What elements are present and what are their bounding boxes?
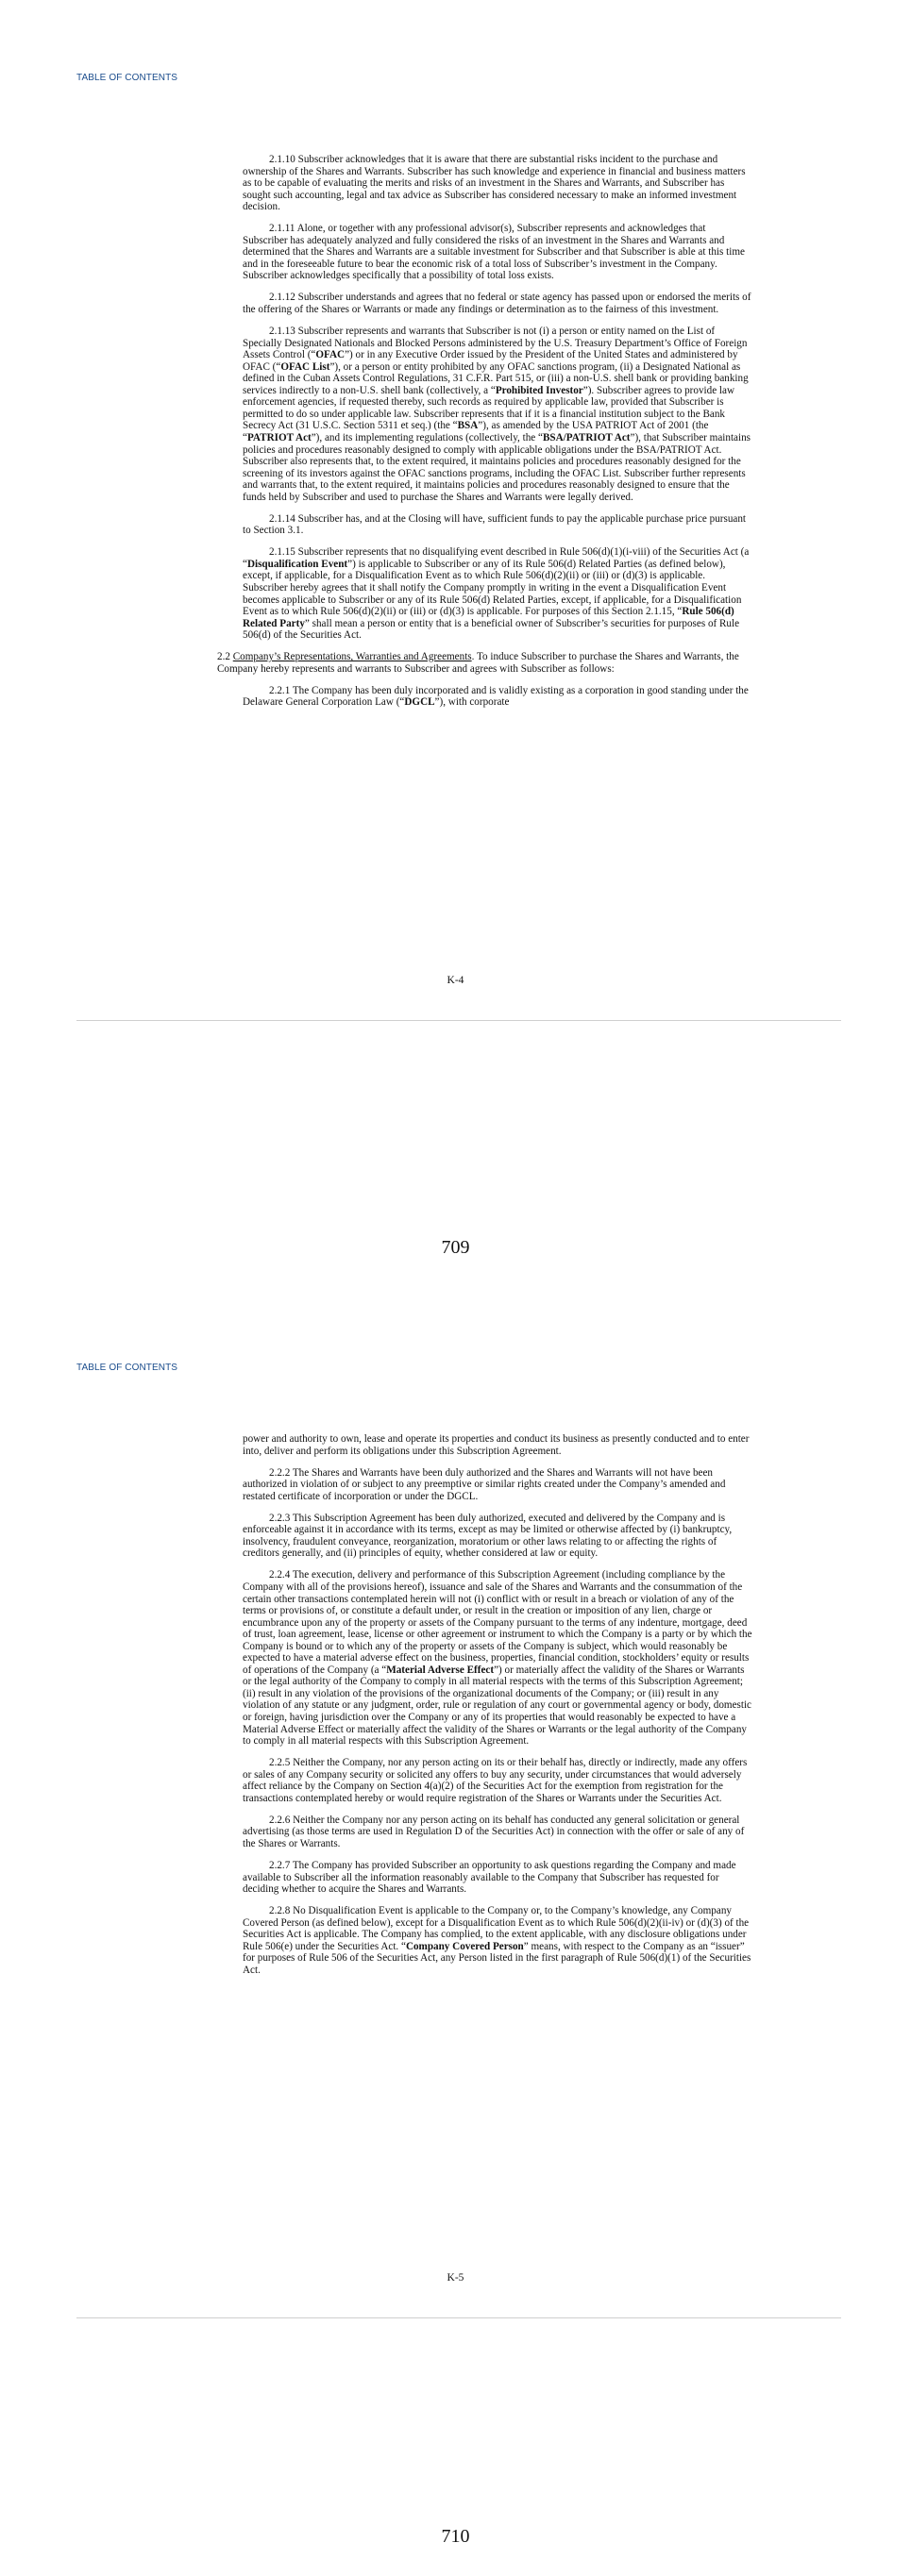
section-2-2-7: 2.2.7 The Company has provided Subscriber an opportunity to ask questions regarding the Company and made available to Subscriber all the information reasonably available to the Company that Subscriber has requested for deciding whether to acquire the Shares and Warrants.	[243, 1859, 736, 1896]
page-divider	[76, 1020, 841, 1021]
section-2-2-6: 2.2.6 Neither the Company nor any person acting on its behalf has conducted any general solicitation or general advertising (as those terms are used in Regulation D of the Securities Act) in connection with the offer or sale of any of the Shares or Warrants.	[243, 1814, 745, 1849]
section-2-1-13: 2.1.13 Subscriber represents and warrants that Subscriber is not (i) a person or entity named on the List of Specially Designated Nationals and Blocked Persons administered by the U.S. Treasury Department’s Office of Foreign Assets Control (“OFAC”) or in any Executive Order issued by the President of the United States and administered by OFAC (“OFAC List”), or a person or entity prohibited by any OFAC sanctions program, (ii) a Designated National as defined in the Cuban Assets Control Regulations, 31 C.F.R. Part 515, or (iii) a non-U.S. shell bank or providing banking services indirectly to a non-U.S. shell bank (collectively, a “Prohibited Investor”). Subscriber agrees to provide law enforcement agencies, if requested thereby, such records as required by applicable law, provided that Subscriber is permitted to do so under applicable law. Subscriber represents that if it is a financial institution subject to the Bank Secrecy Act (31 U.S.C. Section 5311 et seq.) (the “BSA”), as amended by the USA PATRIOT Act of 2001 (the “PATRIOT Act”), and its implementing regulations (collectively, the “BSA/PATRIOT Act”), that Subscriber maintains policies and procedures reasonably designed to comply with applicable obligations under the BSA/PATRIOT Act. Subscriber also represents that, to the extent required, it maintains policies and procedures reasonably designed for the screening of its investors against the OFAC sanctions programs, including the OFAC List. Subscriber further represents and warrants that, to the extent required, it maintains policies and procedures reasonably designed to ensure that the funds held by Subscriber and used to purchase the Shares and Warrants were legally derived.	[243, 326, 751, 503]
section-2-2-4: 2.2.4 The execution, delivery and performance of this Subscription Agreement (including compliance by the Company with all of the provisions hereof), issuance and sale of the Shares and Warrants and the consummation of the certain other transactions contemplated herein will not (i) conflict with or result in a breach or violation of any of the terms or provisions of, or constitute a default under, or result in the creation or imposition of any lien, charge or encumbrance upon any of the property or assets of the Company pursuant to the terms of any indenture, mortgage, deed of trust, loan agreement, lease, license or other agreement or instrument to which the Company is a party or by which the Company is bound or to which any of the property or assets of the Company is subject, which would reasonably be expected to have a material adverse effect on the business, properties, financial condition, stockholders’ equity or results of operations of the Company (a “Material Adverse Effect”) or materially affect the validity of the Shares or Warrants or the legal authority of the Company to comply in all material respects with the terms of this Subscription Agreement; (ii) result in any violation of the provisions of the organizational documents of the Company; or (iii) result in any violation of any statute or any judgment, order, rule or regulation of any court or governmental agency or body, domestic or foreign, having jurisdiction over the Company or any of its properties that would reasonably be expected to have a Material Adverse Effect or materially affect the validity of the Shares or Warrants or the legal authority of the Company to comply in all material respects with this Subscription Agreement.	[243, 1569, 752, 1748]
page-divider	[76, 2317, 841, 2318]
section-2-2-5: 2.2.5 Neither the Company, nor any person acting on its or their behalf has, directly or indirectly, made any offers or sales of any Company security or solicited any offers to buy any security, under circumstances that would adversely affect reliance by the Company on Section 4(a)(2) of the Securities Act for the exemption from registration for the transactions contemplated hereby or would require registration of the Shares or Warrants under the Securities Act.	[243, 1757, 748, 1804]
page-number: 710	[441, 2526, 470, 2547]
section-2-1-15: 2.1.15 Subscriber represents that no disqualifying event described in Rule 506(d)(1)(i-viii) of the Securities Act (a “Disqualification Event”) is applicable to Subscriber or any of its Rule 506(d) Related Parties (as defined below), except, if applicable, for a Disqualification Event as to which Rule 506(d)(2)(ii) or (iii) or (d)(3) is applicable. Subscriber hereby agrees that it shall notify the Company promptly in writing in the event a Disqualification Event becomes applicable to Subscriber or any of its Rule 506(d) Related Parties, except, if applicable, for a Disqualification Event as to which Rule 506(d)(2)(ii) or (iii) or (d)(3) is applicable. For purposes of this Section 2.1.15, “Rule 506(d) Related Party” shall mean a person or entity that is a beneficial owner of Subscriber’s securities for purposes of Rule 506(d) of the Securities Act.	[243, 546, 750, 642]
page-710-body	[243, 1433, 752, 1986]
table-of-contents-link[interactable]: TABLE OF CONTENTS	[76, 1363, 178, 1373]
section-2-1-12: 2.1.12 Subscriber understands and agrees that no federal or state agency has passed upon or endorsed the merits of the offering of the Shares or Warrants or made any findings or determination as to the fairness of this investment.	[243, 292, 751, 316]
section-2-2: 2.2 Company’s Representations, Warranties and Agreements. To induce Subscriber to purchase the Shares and Warrants, the Company hereby represents and warrants to Subscriber and agrees with Subscriber as follows:	[217, 651, 739, 675]
section-2-1-11: 2.1.11 Alone, or together with any professional advisor(s), Subscriber represents and acknowledges that Subscriber has adequately analyzed and fully considered the risks of an investment in the Shares and Warrants and determined that the Shares and Warrants are a suitable investment for Subscriber and that Subscriber is able at this time and in the foreseeable future to bear the economic risk of a total loss of Subscriber’s investment in the Company. Subscriber acknowledges specifically that a possibility of total loss exists.	[243, 223, 745, 282]
table-of-contents-link[interactable]: TABLE OF CONTENTS	[76, 73, 178, 83]
section-2-2-1: 2.2.1 The Company has been duly incorporated and is validly existing as a corporation in good standing under the Delaware General Corporation Law (“DGCL”), with corporate	[243, 684, 749, 709]
page-709-body	[217, 154, 752, 718]
page-number: 709	[441, 1237, 470, 1258]
page-footer-label: K-5	[447, 2272, 464, 2283]
section-2-2-3: 2.2.3 This Subscription Agreement has been duly authorized, executed and delivered by the Company and is enforceable against it in accordance with its terms, except as may be limited or otherwise affected by (i) bankruptcy, insolvency, fraudulent conveyance, reorganization, moratorium or other laws relating to or affecting the rights of creditors generally, and (ii) principles of equity, whether considered at law or equity.	[243, 1512, 733, 1560]
section-2-2-2: 2.2.2 The Shares and Warrants have been duly authorized and the Shares and Warrants will not have been authorized in violation of or subject to any preemptive or similar rights created under the Company’s amended and restated certificate of incorporation or under the DGCL.	[243, 1466, 726, 1502]
page-footer-label: K-4	[447, 975, 464, 986]
section-2-1-10: 2.1.10 Subscriber acknowledges that it is aware that there are substantial risks incident to the purchase and ownership of the Shares and Warrants. Subscriber has such knowledge and experience in financial and business matters as to be capable of evaluating the merits and risks of an investment in the Shares and Warrants, and Subscriber has sought such accounting, legal and tax advice as Subscriber has considered necessary to make an informed investment decision.	[243, 154, 746, 213]
section-2-2-1-continued: power and authority to own, lease and operate its properties and conduct its business as presently conducted and to enter into, deliver and perform its obligations under this Subscription Agreement.	[243, 1433, 750, 1457]
section-2-1-14: 2.1.14 Subscriber has, and at the Closing will have, sufficient funds to pay the applicable purchase price pursuant to Section 3.1.	[243, 512, 747, 537]
section-2-2-8: 2.2.8 No Disqualification Event is applicable to the Company or, to the Company’s knowledge, any Company Covered Person (as defined below), except for a Disqualification Event as to which Rule 506(d)(2)(ii-iv) or (d)(3) of the Securities Act is applicable. The Company has complied, to the extent applicable, with any disclosure obligations under Rule 506(e) under the Securities Act. “Company Covered Person” means, with respect to the Company as an “issuer” for purposes of Rule 506 of the Securities Act, any Person listed in the first paragraph of Rule 506(d)(1) of the Securities Act.	[243, 1905, 751, 1976]
